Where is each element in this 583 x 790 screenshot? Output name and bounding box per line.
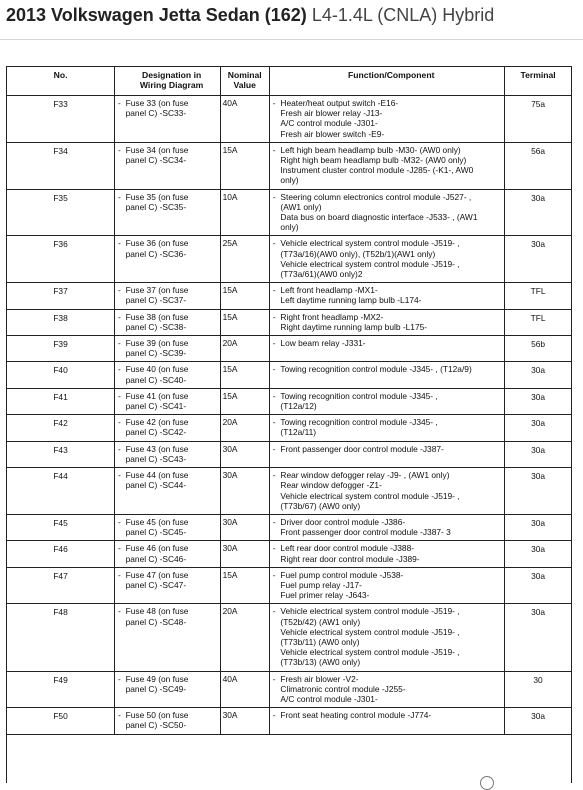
fuse-number-cell: F47 — [7, 567, 115, 604]
fuse-number-cell: F35 — [7, 189, 115, 236]
col-header-function: Function/Component — [278, 67, 504, 96]
designation-line: Fuse 33 (on fuse — [125, 98, 189, 108]
nominal-value-cell: 40A — [220, 671, 269, 708]
title-bar — [0, 0, 583, 34]
fuse-number-cell: F41 — [7, 388, 115, 414]
table-row — [7, 142, 571, 189]
function-line: Front seat heating control module -J774- — [280, 710, 432, 721]
terminal-cell: 30a — [505, 604, 571, 671]
function-line: Climatronic control module -J255- — [280, 683, 406, 694]
designation-line: panel C) -SC40- — [125, 374, 187, 385]
table-row — [7, 541, 571, 567]
col-header-designation — [124, 67, 221, 96]
nominal-value-cell: 10A — [220, 189, 269, 236]
engine-subtitle: L4-1.4L (CNLA) Hybrid — [311, 5, 495, 25]
function-dash-cell: - — [269, 541, 278, 567]
designation-line: Fuse 41 (on fuse — [125, 390, 189, 401]
fuse-number-cell: F38 — [7, 309, 115, 335]
nominal-value-cell: 15A — [220, 283, 269, 309]
function-cell — [278, 708, 504, 734]
designation-dash-cell: - — [115, 415, 124, 441]
fuse-number-cell: F36 — [7, 236, 115, 283]
terminal-cell: TFL — [505, 309, 571, 335]
function-line: Front passenger door control module -J387- 3 — [280, 527, 451, 538]
function-line: Fresh air blower relay -J13- — [280, 108, 383, 119]
function-cell — [278, 283, 504, 309]
designation-dash-cell: - — [115, 388, 124, 414]
fuse-number-cell: F50 — [7, 708, 115, 734]
function-dash-cell: - — [269, 514, 278, 540]
terminal-cell: 30a — [505, 388, 571, 414]
designation-line: panel C) -SC39- — [125, 348, 187, 359]
designation-cell — [124, 567, 221, 604]
function-line: (T12a/11) — [280, 427, 317, 438]
nominal-value-cell: 15A — [220, 362, 269, 388]
terminal-cell: 30a — [505, 567, 571, 604]
designation-cell — [124, 362, 221, 388]
function-line: A/C control module -J301- — [280, 693, 378, 704]
table-row — [7, 468, 571, 515]
designation-dash-cell: - — [115, 283, 124, 309]
function-line: Left daytime running lamp bulb -L174- — [280, 295, 422, 306]
function-line: Heater/heat output switch -E16- — [280, 98, 399, 108]
terminal-cell: 30a — [505, 468, 571, 515]
designation-line: Fuse 35 (on fuse — [125, 191, 189, 202]
table-row — [7, 567, 571, 604]
function-line: Low beam relay -J331- — [280, 338, 366, 349]
designation-cell — [124, 541, 221, 567]
function-cell — [278, 468, 504, 515]
terminal-cell: 75a — [505, 96, 571, 143]
nominal-value-cell: 30A — [220, 441, 269, 467]
function-dash-cell: - — [269, 415, 278, 441]
designation-cell — [124, 236, 221, 283]
fuse-number-cell: F40 — [7, 362, 115, 388]
designation-dash-cell: - — [115, 236, 124, 283]
nominal-value-cell: 20A — [220, 415, 269, 441]
function-dash-cell: - — [269, 468, 278, 515]
terminal-cell: 30a — [505, 415, 571, 441]
designation-cell — [124, 388, 221, 414]
designation-line: panel C) -SC50- — [125, 720, 187, 731]
nominal-value-cell: 30A — [220, 514, 269, 540]
function-dash-cell: - — [269, 604, 278, 671]
designation-cell — [124, 441, 221, 467]
terminal-cell: 30a — [505, 514, 571, 540]
designation-dash-cell: - — [115, 96, 124, 143]
function-dash-cell: - — [269, 671, 278, 708]
function-line: Vehicle electrical system control module -J519- , — [280, 258, 460, 269]
fuse-number-cell: F37 — [7, 283, 115, 309]
col-header-terminal: Terminal — [505, 67, 571, 96]
designation-dash-cell: - — [115, 567, 124, 604]
designation-line: panel C) -SC41- — [125, 401, 187, 412]
function-dash-cell: - — [269, 388, 278, 414]
designation-line: Fuse 46 (on fuse — [125, 543, 189, 554]
fuse-table — [7, 67, 571, 735]
designation-line: Fuse 48 (on fuse — [125, 606, 189, 617]
function-line: Left high beam headlamp bulb -M30- (AW0 only) — [280, 144, 461, 155]
function-dash-cell: - — [269, 142, 278, 189]
designation-dash-cell: - — [115, 189, 124, 236]
function-cell — [278, 441, 504, 467]
table-row — [7, 283, 571, 309]
function-line: only) — [280, 222, 299, 233]
function-line: (T73a/61)(AW0 only)2 — [280, 269, 363, 280]
fuse-table-container — [6, 66, 572, 783]
function-line: Fresh air blower -V2- — [280, 673, 359, 684]
function-line: Fresh air blower switch -E9- — [280, 128, 385, 139]
function-line: Towing recognition control module -J345- , — [280, 390, 438, 401]
terminal-cell: 30 — [505, 671, 571, 708]
fuse-number-cell: F44 — [7, 468, 115, 515]
designation-line: Fuse 44 (on fuse — [125, 470, 189, 481]
designation-cell — [124, 309, 221, 335]
designation-line: Fuse 40 (on fuse — [125, 364, 189, 375]
designation-line: panel C) -SC43- — [125, 453, 187, 464]
table-row — [7, 388, 571, 414]
col-header-nominal-line2: Value — [233, 80, 256, 90]
function-line: A/C control module -J301- — [280, 118, 378, 129]
function-cell — [278, 541, 504, 567]
table-row — [7, 96, 571, 143]
designation-line: panel C) -SC46- — [125, 553, 187, 564]
designation-cell — [124, 671, 221, 708]
fuse-number-cell: F43 — [7, 441, 115, 467]
designation-cell — [124, 189, 221, 236]
fuse-number-cell: F39 — [7, 336, 115, 362]
function-dash-cell: - — [269, 336, 278, 362]
function-line: Data bus on board diagnostic interface -J533- , (AW1 — [280, 212, 478, 223]
function-line: Right daytime running lamp bulb -L175- — [280, 321, 428, 332]
function-line: Towing recognition control module -J345- , — [280, 417, 438, 428]
nominal-value-cell: 30A — [220, 468, 269, 515]
page-title — [6, 5, 494, 26]
designation-cell — [124, 96, 221, 143]
terminal-cell: 56b — [505, 336, 571, 362]
function-line: Fuel pump control module -J538- — [280, 569, 404, 580]
designation-cell — [124, 708, 221, 734]
function-line: Rear window defogger relay -J9- , (AW1 only) — [280, 470, 450, 481]
designation-line: Fuse 47 (on fuse — [125, 569, 189, 580]
function-cell — [278, 514, 504, 540]
designation-dash-cell: - — [115, 142, 124, 189]
terminal-cell: 30a — [505, 236, 571, 283]
designation-line: panel C) -SC38- — [125, 321, 187, 332]
designation-line: panel C) -SC37- — [125, 295, 187, 306]
function-line: Left rear door control module -J388- — [280, 543, 415, 554]
loading-circle-icon — [480, 776, 494, 790]
function-line: (T73a/16)(AW0 only), (T52b/1)(AW1 only) — [280, 248, 436, 259]
function-line: Right front headlamp -MX2- — [280, 311, 384, 322]
table-row — [7, 336, 571, 362]
table-row — [7, 309, 571, 335]
function-cell — [278, 388, 504, 414]
designation-line: panel C) -SC48- — [125, 616, 187, 627]
function-line: (T52b/42) (AW1 only) — [280, 616, 361, 627]
function-line: (T12a/12) — [280, 401, 317, 412]
function-cell — [278, 671, 504, 708]
designation-dash-cell: - — [115, 441, 124, 467]
designation-line: Fuse 45 (on fuse — [125, 516, 189, 527]
function-line: Vehicle electrical system control module -J519- , — [280, 238, 460, 249]
fuse-number-cell: F46 — [7, 541, 115, 567]
terminal-cell: 30a — [505, 189, 571, 236]
designation-line: panel C) -SC45- — [125, 527, 187, 538]
function-line: Fuel primer relay -J643- — [280, 590, 370, 601]
function-cell — [278, 96, 504, 143]
function-line: Instrument cluster control module -J285- (-K1-, AW0 — [280, 165, 474, 176]
designation-dash-cell: - — [115, 309, 124, 335]
designation-cell — [124, 604, 221, 671]
designation-cell — [124, 336, 221, 362]
function-line: (T73b/67) (AW0 only) — [280, 500, 361, 511]
fuse-number-cell: F48 — [7, 604, 115, 671]
col-header-spacer — [115, 67, 124, 96]
function-dash-cell: - — [269, 96, 278, 143]
function-cell — [278, 309, 504, 335]
function-cell — [278, 142, 504, 189]
designation-dash-cell: - — [115, 541, 124, 567]
function-cell — [278, 336, 504, 362]
designation-line: Fuse 36 (on fuse — [125, 238, 189, 249]
terminal-cell: 30a — [505, 441, 571, 467]
fuse-table-body — [7, 96, 571, 735]
function-line: (T73b/11) (AW0 only) — [280, 636, 360, 647]
terminal-cell: 30a — [505, 541, 571, 567]
function-line: Fuel pump relay -J17- — [280, 579, 362, 590]
designation-line: Fuse 37 (on fuse — [125, 285, 189, 296]
designation-cell — [124, 283, 221, 309]
terminal-cell: 30a — [505, 362, 571, 388]
function-cell — [278, 189, 504, 236]
designation-dash-cell: - — [115, 604, 124, 671]
function-dash-cell: - — [269, 236, 278, 283]
nominal-value-cell: 20A — [220, 336, 269, 362]
designation-dash-cell: - — [115, 708, 124, 734]
col-header-spacer-2 — [269, 67, 278, 96]
fuse-number-cell: F34 — [7, 142, 115, 189]
function-line: (AW1 only) — [280, 201, 322, 212]
terminal-cell: TFL — [505, 283, 571, 309]
function-cell — [278, 415, 504, 441]
function-line: only) — [280, 175, 299, 186]
designation-line: Fuse 39 (on fuse — [125, 338, 189, 349]
designation-cell — [124, 415, 221, 441]
col-header-nominal-line1: Nominal — [227, 70, 262, 80]
table-row — [7, 236, 571, 283]
function-line: Front passenger door control module -J387- — [280, 443, 444, 454]
col-header-designation-line2: Wiring Diagram — [139, 80, 204, 90]
designation-line: panel C) -SC47- — [125, 579, 187, 590]
function-line: Vehicle electrical system control module -J519- , — [280, 647, 460, 658]
nominal-value-cell: 15A — [220, 309, 269, 335]
table-row — [7, 708, 571, 734]
function-line: (T73b/13) (AW0 only) — [280, 657, 361, 668]
designation-line: panel C) -SC42- — [125, 427, 187, 438]
nominal-value-cell: 25A — [220, 236, 269, 283]
function-cell — [278, 236, 504, 283]
designation-line: panel C) -SC44- — [125, 480, 187, 491]
function-line: Left front headlamp -MX1- — [280, 285, 378, 296]
designation-line: panel C) -SC35- — [125, 201, 187, 212]
table-row — [7, 189, 571, 236]
function-dash-cell: - — [269, 708, 278, 734]
function-line: Driver door control module -J386- — [280, 516, 406, 527]
fuse-number-cell: F42 — [7, 415, 115, 441]
designation-cell — [124, 142, 221, 189]
designation-dash-cell: - — [115, 336, 124, 362]
nominal-value-cell: 30A — [220, 541, 269, 567]
function-dash-cell: - — [269, 309, 278, 335]
designation-line: panel C) -SC33- — [125, 108, 187, 119]
table-row — [7, 415, 571, 441]
nominal-value-cell: 15A — [220, 142, 269, 189]
designation-dash-cell: - — [115, 514, 124, 540]
table-row — [7, 604, 571, 671]
designation-line: panel C) -SC34- — [125, 155, 187, 166]
header-divider — [0, 39, 583, 40]
function-dash-cell: - — [269, 567, 278, 604]
designation-dash-cell: - — [115, 362, 124, 388]
col-header-designation-line1: Designation in — [142, 70, 202, 80]
col-header-nominal — [220, 67, 269, 96]
function-cell — [278, 362, 504, 388]
function-dash-cell: - — [269, 441, 278, 467]
function-line: Right high beam headlamp bulb -M32- (AW0 only) — [280, 155, 467, 166]
designation-line: panel C) -SC36- — [125, 248, 187, 259]
designation-line: Fuse 34 (on fuse — [125, 144, 189, 155]
function-line: Vehicle electrical system control module -J519- , — [280, 490, 460, 501]
function-line: Towing recognition control module -J345- , (T12a/9) — [280, 364, 472, 375]
designation-dash-cell: - — [115, 671, 124, 708]
col-header-no: No. — [7, 67, 115, 96]
designation-cell — [124, 514, 221, 540]
function-line: Right rear door control module -J389- — [280, 553, 420, 564]
fuse-number-cell: F45 — [7, 514, 115, 540]
designation-line: Fuse 42 (on fuse — [125, 417, 189, 428]
vehicle-title: 2013 Volkswagen Jetta Sedan (162) — [6, 5, 307, 25]
designation-line: Fuse 50 (on fuse — [125, 710, 189, 721]
function-line: Vehicle electrical system control module -J519- , — [280, 606, 460, 617]
designation-line: panel C) -SC49- — [125, 683, 187, 694]
table-row — [7, 514, 571, 540]
fuse-number-cell: F33 — [7, 96, 115, 143]
nominal-value-cell: 15A — [220, 388, 269, 414]
function-dash-cell: - — [269, 362, 278, 388]
terminal-cell: 56a — [505, 142, 571, 189]
designation-dash-cell: - — [115, 468, 124, 515]
nominal-value-cell: 30A — [220, 708, 269, 734]
nominal-value-cell: 15A — [220, 567, 269, 604]
function-dash-cell: - — [269, 283, 278, 309]
function-line: Rear window defogger -Z1- — [280, 480, 382, 491]
table-row — [7, 441, 571, 467]
function-line: Steering column electronics control module -J527- , — [280, 191, 472, 202]
function-cell — [278, 567, 504, 604]
function-dash-cell: - — [269, 189, 278, 236]
fuse-number-cell: F49 — [7, 671, 115, 708]
terminal-cell: 30a — [505, 708, 571, 734]
function-cell — [278, 604, 504, 671]
designation-line: Fuse 49 (on fuse — [125, 673, 189, 684]
designation-line: Fuse 38 (on fuse — [125, 311, 189, 322]
designation-line: Fuse 43 (on fuse — [125, 443, 189, 454]
table-row — [7, 362, 571, 388]
table-row — [7, 671, 571, 708]
nominal-value-cell: 40A — [220, 96, 269, 143]
function-line: Vehicle electrical system control module -J519- , — [280, 626, 460, 637]
nominal-value-cell: 20A — [220, 604, 269, 671]
table-header-row — [7, 67, 571, 96]
designation-cell — [124, 468, 221, 515]
